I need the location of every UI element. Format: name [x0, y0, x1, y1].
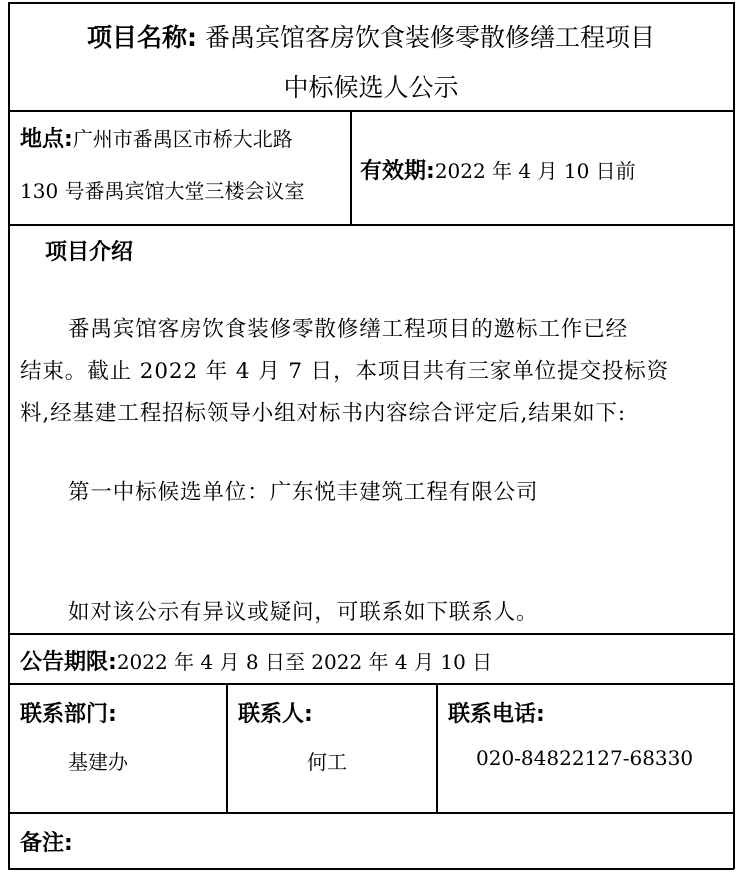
table-border-top [8, 2, 734, 4]
divider-title [8, 110, 734, 112]
notice-period-label: 公告期限: [20, 650, 117, 675]
intro-paragraph-line3: 料,经基建工程招标领导小组对标书内容综合评定后,结果如下: [20, 401, 627, 426]
winner-line: 第一中标候选单位：广东悦丰建筑工程有限公司 [68, 480, 539, 505]
table-border-left [8, 2, 10, 869]
page-title-line1 [0, 18, 742, 54]
notice-period [20, 645, 492, 676]
page-title-line2: 中标候选人公示 [283, 73, 459, 102]
divider-location-validity [350, 110, 352, 225]
divider-dept-person [226, 683, 228, 813]
divider-intro [8, 633, 734, 635]
location-line1 [20, 122, 293, 153]
location-label: 地点: [20, 127, 73, 152]
table-border-bottom [8, 868, 734, 870]
contact-phone-label: 联系电话: [448, 702, 545, 727]
notice-period-value: 2022 年 4 月 8 日至 2022 年 4 月 10 日 [116, 650, 493, 674]
contact-person-value: 何工 [307, 750, 347, 774]
title-label: 项目名称: [87, 23, 198, 52]
location-value: 广州市番禺区市桥大北路 [72, 127, 293, 151]
location-line2: 130 号番禺宾馆大堂三楼会议室 [20, 179, 305, 203]
contact-dept-label: 联系部门: [20, 702, 117, 727]
divider-location [8, 224, 734, 226]
intro-paragraph-line1: 番禺宾馆客房饮食装修零散修缮工程项目的邀标工作已经 [68, 317, 629, 342]
intro-heading: 项目介绍 [45, 240, 134, 265]
divider-contact [8, 812, 734, 814]
remarks-label: 备注: [20, 831, 73, 856]
validity-label: 有效期: [360, 159, 435, 184]
contact-phone-value: 020-84822127-68330 [476, 746, 694, 770]
table-border-right [733, 2, 735, 869]
contact-person-label: 联系人: [238, 702, 313, 727]
project-name: 番禺宾馆客房饮食装修零散修缮工程项目 [204, 23, 655, 52]
divider-person-phone [436, 683, 438, 813]
divider-notice [8, 683, 734, 685]
validity [360, 154, 636, 185]
contact-dept-value: 基建办 [68, 750, 128, 774]
contact-note: 如对该公示有异议或疑问，可联系如下联系人。 [68, 600, 539, 625]
intro-paragraph-line2: 结束。截止 2022 年 4 月 7 日，本项目共有三家单位提交投标资 [20, 359, 670, 384]
validity-value: 2022 年 4 月 10 日前 [434, 159, 636, 183]
